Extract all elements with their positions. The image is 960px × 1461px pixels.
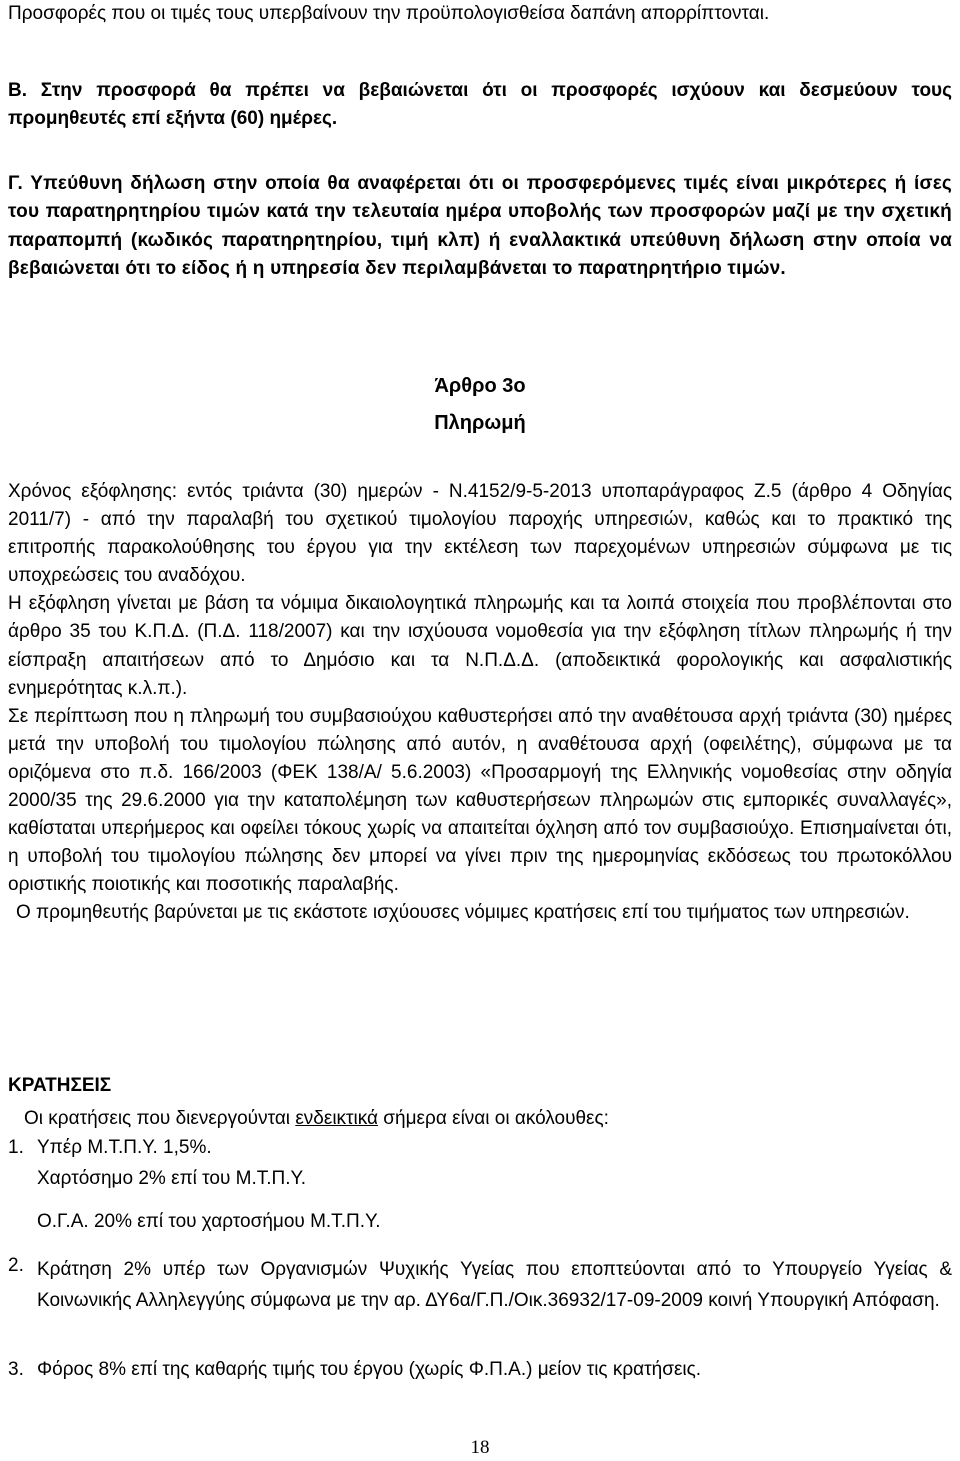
article-title: Άρθρο 3ο bbox=[434, 375, 526, 397]
page-number: 18 bbox=[470, 1437, 490, 1458]
list-item-text: Κράτηση 2% υπέρ των Οργανισμών Ψυχικής Υγείας που εποπτεύονται από το Υπουργείο Υγείας & Κοινωνικής Αλληλεγγύης σύμφωνα με την αρ. ΔΥ6α/Γ.Π./Οικ.36932/17-09-2009 κοινή Υπουργική Απόφαση. bbox=[37, 1259, 952, 1311]
article-subtitle: Πληρωμή bbox=[434, 412, 526, 434]
payment-paragraph-deductions: Ο προμηθευτής βαρύνεται με τις εκάστοτε ισχύουσες νόμιμες κρατήσεις επί του τιμήματος των υπηρεσιών. bbox=[16, 902, 910, 924]
list-item-subline: Χαρτόσημο 2% επί του Μ.Τ.Π.Υ. bbox=[37, 1168, 307, 1189]
list-item-number: 2. bbox=[8, 1255, 24, 1276]
deductions-intro-start: Οι κρατήσεις που διενεργούνται bbox=[24, 1108, 296, 1129]
payment-section bbox=[8, 478, 952, 928]
list-item-number: 3. bbox=[8, 1359, 24, 1380]
paragraph-g-declaration: Γ. Υπεύθυνη δήλωση στην οποία θα αναφέρεται ότι οι προσφερόμενες τιμές είναι μικρότερες ή ίσες του παρατηρητηρίου τιμών κατά την τελευταία ημέρα υποβολής των προσφορών μαζί με την σχετική παραπομπή (κωδικός παρατηρητηρίου, τιμή κλπ) ή εναλλακτικά υπεύθυνη δήλωση στην οποία να βεβαιώνεται ότι το είδος ή η υπηρεσία δεν περιλαμβάνεται το παρατηρητήριο τιμών. bbox=[8, 173, 952, 280]
deductions-heading: ΚΡΑΤΗΣΕΙΣ bbox=[8, 1075, 112, 1096]
payment-paragraph-documents: Η εξόφληση γίνεται με βάση τα νόμιμα δικαιολογητικά πληρωμής και τα λοιπά στοιχεία που προβλέπονται στο άρθρο 35 του Κ.Π.Δ. (Π.Δ. 118/2007) και την ισχύουσα νομοθεσία για την εξόφληση τίτλων πληρωμής ή την είσπραξη απαιτήσεων από το Δημόσιο και τα Ν.Π.Δ.Δ. (αποδεικτικά φορολογικής και ασφαλιστικής ενημερότητας κ.λ.π.). bbox=[8, 593, 952, 699]
list-item-subline: Ο.Γ.Α. 20% επί του χαρτοσήμου Μ.Τ.Π.Υ. bbox=[37, 1211, 381, 1232]
payment-paragraph-delay: Σε περίπτωση που η πληρωμή του συμβασιούχου καθυστερήσει από την αναθέτουσα αρχή τριάντα (30) ημέρες μετά την υποβολή του τιμολογίου πώλησης από αυτόν, η αναθέτουσα αρχή (οφειλέτης), σύμφωνα με τα οριζόμενα στο π.δ. 166/2003 (ΦΕΚ 138/Α/ 5.6.2003) «Προσαρμογή της Ελληνικής νομοθεσίας στην οδηγία 2000/35 της 29.6.2000 για την καταπολέμηση των καθυστερήσεων πληρωμών στις εμπορικές συναλλαγές», καθίσταται υπερήμερος και οφείλει τόκους χωρίς να απαιτείται όχληση από τον συμβασιούχο. Επισημαίνεται ότι, η υποβολή του τιμολογίου πώλησης δεν μπορεί να γίνει πριν της ημερομηνίας εκδόσεως του πρωτοκόλλου οριστικής ποιοτικής και ποσοτικής παραλαβής. bbox=[8, 705, 952, 896]
paragraph-b-validity: Β. Στην προσφορά θα πρέπει να βεβαιώνεται ότι οι προσφορές ισχύουν και δεσμεύουν τους προμηθευτές επί εξήντα (60) ημέρες. bbox=[8, 80, 952, 130]
deductions-intro-underlined: ενδεικτικά bbox=[295, 1108, 379, 1129]
list-item-text: Υπέρ Μ.Τ.Π.Υ. 1,5%. bbox=[37, 1137, 212, 1158]
list-item-text: Φόρος 8% επί της καθαρής τιμής του έργου (χωρίς Φ.Π.Α.) μείον τις κρατήσεις. bbox=[37, 1359, 702, 1380]
payment-paragraph-time: Χρόνος εξόφλησης: εντός τριάντα (30) ημερών - Ν.4152/9-5-2013 υποπαράγραφος Ζ.5 (άρθρο 4 Οδηγίας 2011/7) - από την παραλαβή του σχετικού τιμολογίου παροχής υπηρεσιών, καθώς και το πρακτικό της επιτροπής παρακολούθησης του έργου για την εκτέλεση των παρεχομένων υπηρεσιών σύμφωνα με τις υποχρεώσεις του αναδόχου. bbox=[8, 481, 952, 587]
deductions-intro-end: σήμερα είναι οι ακόλουθες: bbox=[378, 1108, 609, 1129]
list-item-number: 1. bbox=[8, 1137, 24, 1158]
deductions-intro bbox=[24, 1108, 609, 1130]
paragraph-rejected-offers: Προσφορές που οι τιμές τους υπερβαίνουν την προϋπολογισθείσα δαπάνη απορρίπτονται. bbox=[8, 3, 770, 24]
